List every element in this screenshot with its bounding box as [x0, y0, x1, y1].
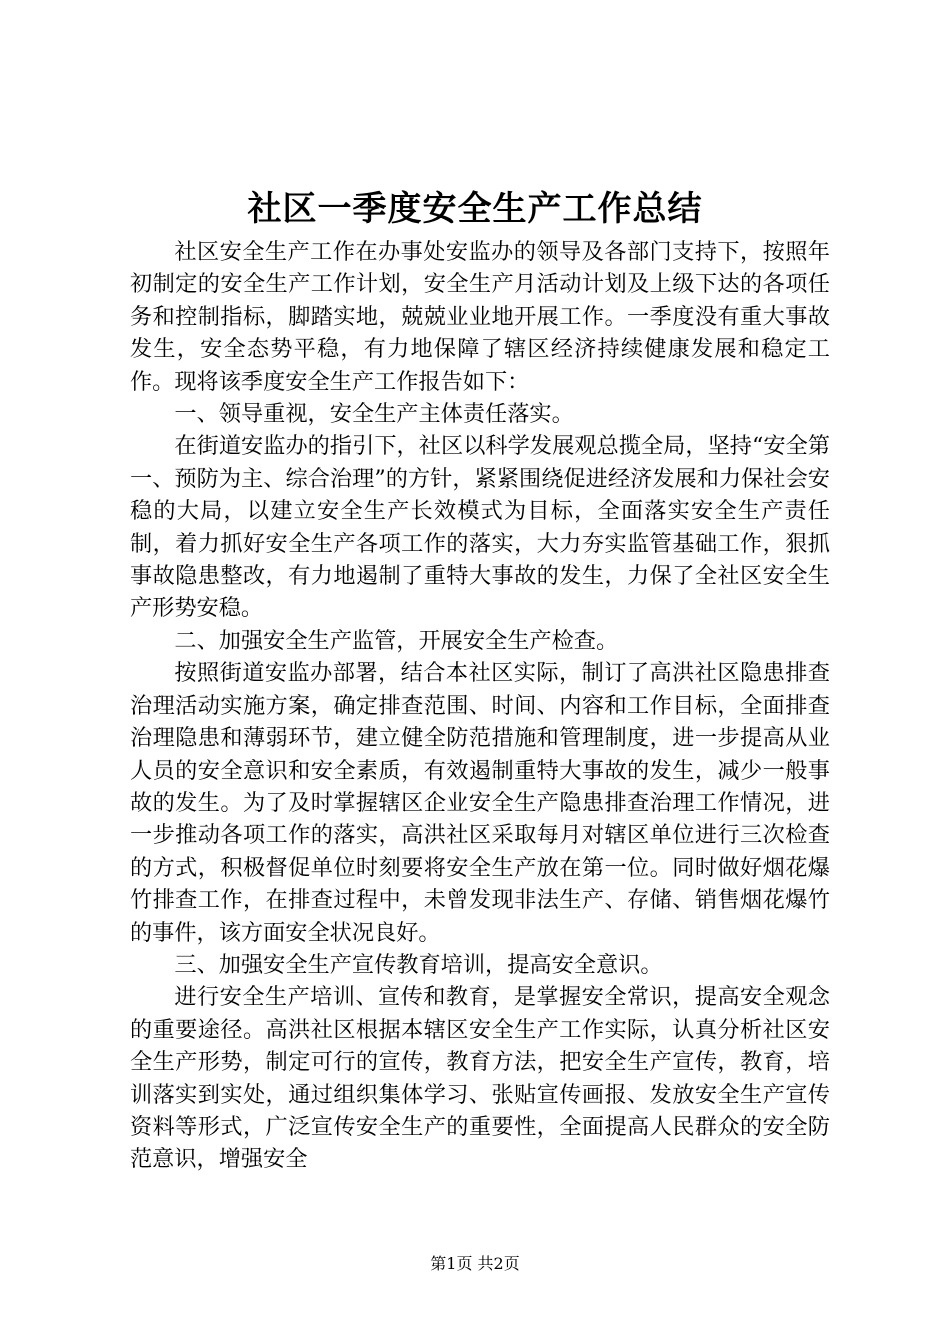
section-heading-2: 二、加强安全生产监管，开展安全生产检查。	[174, 627, 619, 654]
document-title: 社区一季度安全生产工作总结	[247, 189, 703, 229]
section-heading-3: 三、加强安全生产宣传教育培训，提高安全意识。	[174, 951, 663, 978]
paragraph-section-2: 按照街道安监办部署，结合本社区实际，制订了高洪社区隐患排查治理活动实施方案，确定排查范围、时间、内容和工作目标，全面排查治理隐患和薄弱环节，建立健全防范措施和管理制度，进一步提高从业人员的安全意识和安全素质，有效遏制重特大事故的发生，减少一般事故的发生。为了及时掌握辖区企业安全生产隐患排查治理工作情况，进一步推动各项工作的落实，高洪社区采取每月对辖区单位进行三次检查的方式，积极督促单位时刻要将安全生产放在第一位。同时做好烟花爆竹排查工作，在排查过程中，未曾发现非法生产、存储、销售烟花爆竹的事件，该方面安全状况良好。	[130, 660, 830, 946]
paragraph-section-3: 进行安全生产培训、宣传和教育，是掌握安全常识，提高安全观念的重要途径。高洪社区根据本辖区安全生产工作实际，认真分析社区安全生产形势，制定可行的宣传，教育方法，把安全生产宣传，教育，培训落实到实处，通过组织集体学习、张贴宣传画报、发放安全生产宣传资料等形式，广泛宣传安全生产的重要性，全面提高人民群众的安全防范意识，增强安全	[130, 984, 830, 1173]
section-heading-1: 一、领导重视，安全生产主体责任落实。	[174, 401, 574, 428]
document-body	[130, 236, 830, 1176]
paragraph-section-1: 在街道安监办的指引下，社区以科学发展观总揽全局，坚持“安全第一、预防为主、综合治理”的方针，紧紧围绕促进经济发展和力保社会安稳的大局，以建立安全生产长效模式为目标，全面落实安全生产责任制，着力抓好安全生产各项工作的落实，大力夯实监管基础工作，狠抓事故隐患整改，有力地遏制了重特大事故的发生，力保了全社区安全生产形势安稳。	[130, 433, 830, 622]
paragraph-intro: 社区安全生产工作在办事处安监办的领导及各部门支持下，按照年初制定的安全生产工作计划，安全生产月活动计划及上级下达的各项任务和控制指标，脚踏实地，兢兢业业地开展工作。一季度没有重大事故发生，安全态势平稳，有力地保障了辖区经济持续健康发展和稳定工作。现将该季度安全生产工作报告如下：	[130, 239, 830, 395]
page-number-footer: 第1页 共2页	[430, 1254, 520, 1273]
